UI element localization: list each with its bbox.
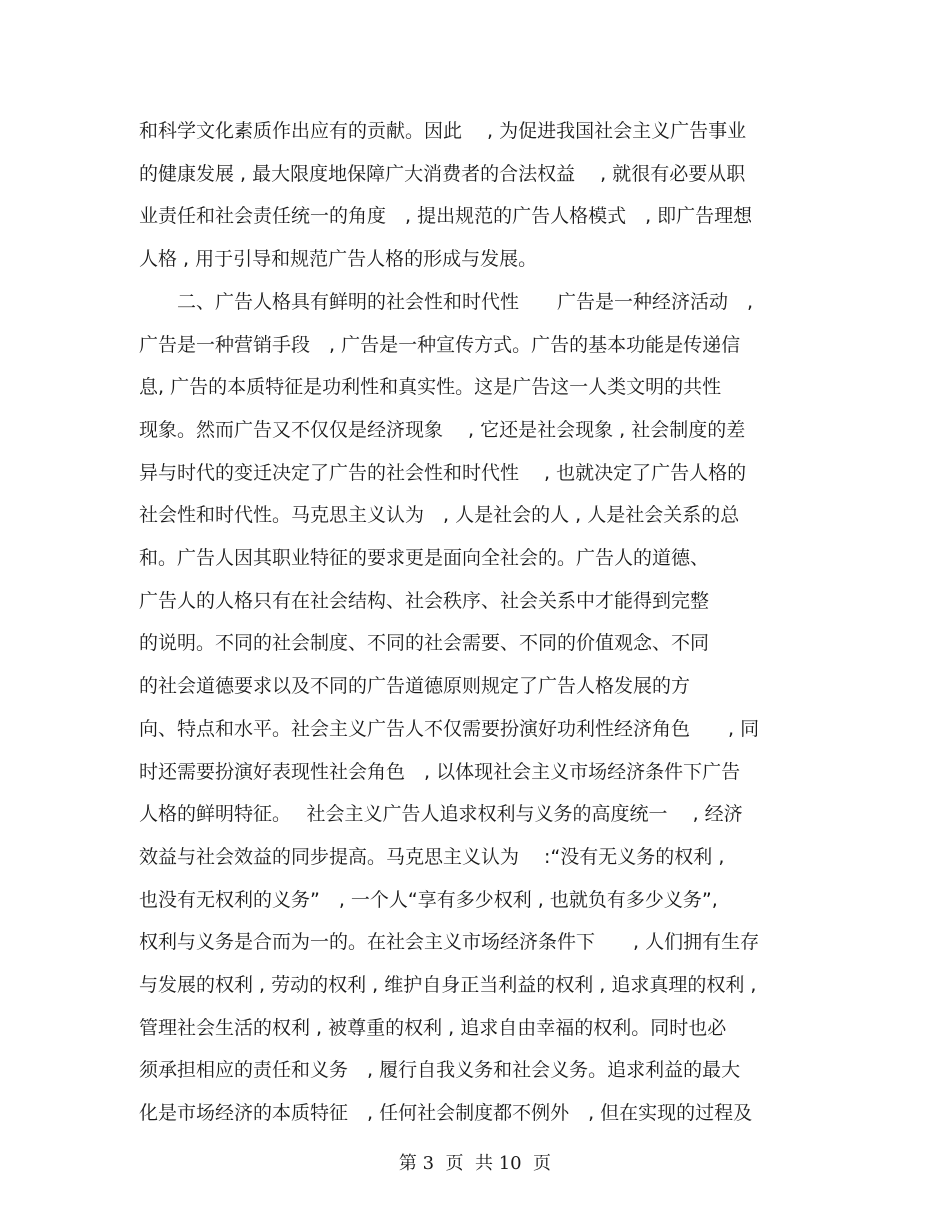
text-line: 广告人的人格只有在社会结构、社会秩序、社会关系中才能得到完整 bbox=[139, 589, 710, 612]
text-line: 权利与义务是合而为一的。在社会主义市场经济条件下 , 人们拥有生存 bbox=[139, 931, 760, 954]
text-line: 时还需要扮演好表现性社会角色 , 以体现社会主义市场经济条件下广告 bbox=[139, 760, 741, 783]
text-line: 二、广告人格具有鲜明的社会性和时代性 广告是一种经济活动 , bbox=[139, 290, 754, 313]
text-line: 息, 广告的本质特征是功利性和真实性。这是广告这一人类文明的共性 bbox=[139, 376, 722, 399]
text-line: 管理社会生活的权利 , 被尊重的权利 , 追求自由幸福的权利。同时也必 bbox=[139, 1016, 727, 1039]
text-line: 也没有无权利的义务” , 一个人“享有多少权利 , 也就负有多少义务”, bbox=[139, 888, 718, 911]
text-line: 社会性和时代性。马克思主义认为 , 人是社会的人 , 人是社会关系的总 bbox=[139, 504, 740, 527]
text-line: 人格 , 用于引导和规范广告人格的形成与发展。 bbox=[139, 248, 538, 271]
text-line: 和科学文化素质作出应有的贡献。因此 , 为促进我国社会主义广告事业 bbox=[139, 120, 747, 142]
text-line: 向、特点和水平。社会主义广告人不仅需要扮演好功利性经济角色 , 同 bbox=[139, 717, 760, 740]
text-line: 业责任和社会责任统一的角度 , 提出规范的广告人格模式 , 即广告理想 bbox=[139, 205, 753, 228]
text-line: 须承担相应的责任和义务 , 履行自我义务和社会义务。追求利益的最大 bbox=[139, 1059, 741, 1082]
text-line: 和。广告人因其职业特征的要求更是面向全社会的。广告人的道德、 bbox=[139, 547, 710, 569]
text-line: 与发展的权利 , 劳动的权利 , 维护自身正当利益的权利 , 追求真理的权利 , bbox=[139, 974, 757, 996]
text-line: 化是市场经济的本质特征 , 任何社会制度都不例外 , 但在实现的过程及 bbox=[139, 1102, 753, 1125]
text-line: 人格的鲜明特征。 社会主义广告人追求权利与义务的高度统一 , 经济 bbox=[139, 803, 743, 826]
page-number-footer: 第 3 页 共 10 页 bbox=[398, 1153, 552, 1174]
text-line: 的说明。不同的社会制度、不同的社会需要、不同的价值观念、不同 bbox=[139, 632, 710, 655]
text-line: 现象。然而广告又不仅仅是经济现象 , 它还是社会现象 , 社会制度的差 bbox=[139, 418, 746, 441]
text-line: 异与时代的变迁决定了广告的社会性和时代性 , 也就决定了广告人格的 bbox=[139, 461, 747, 484]
text-line: 广告是一种营销手段 , 广告是一种宣传方式。广告的基本功能是传递信 bbox=[139, 333, 741, 356]
text-line: 的健康发展 , 最大限度地保障广大消费者的合法权益 , 就很有必要从职 bbox=[139, 162, 746, 185]
text-line: 效益与社会效益的同步提高。马克思主义认为 :“没有无义务的权利 , bbox=[139, 845, 725, 868]
text-line: 的社会道德要求以及不同的广告道德原则规定了广告人格发展的方 bbox=[139, 675, 691, 698]
